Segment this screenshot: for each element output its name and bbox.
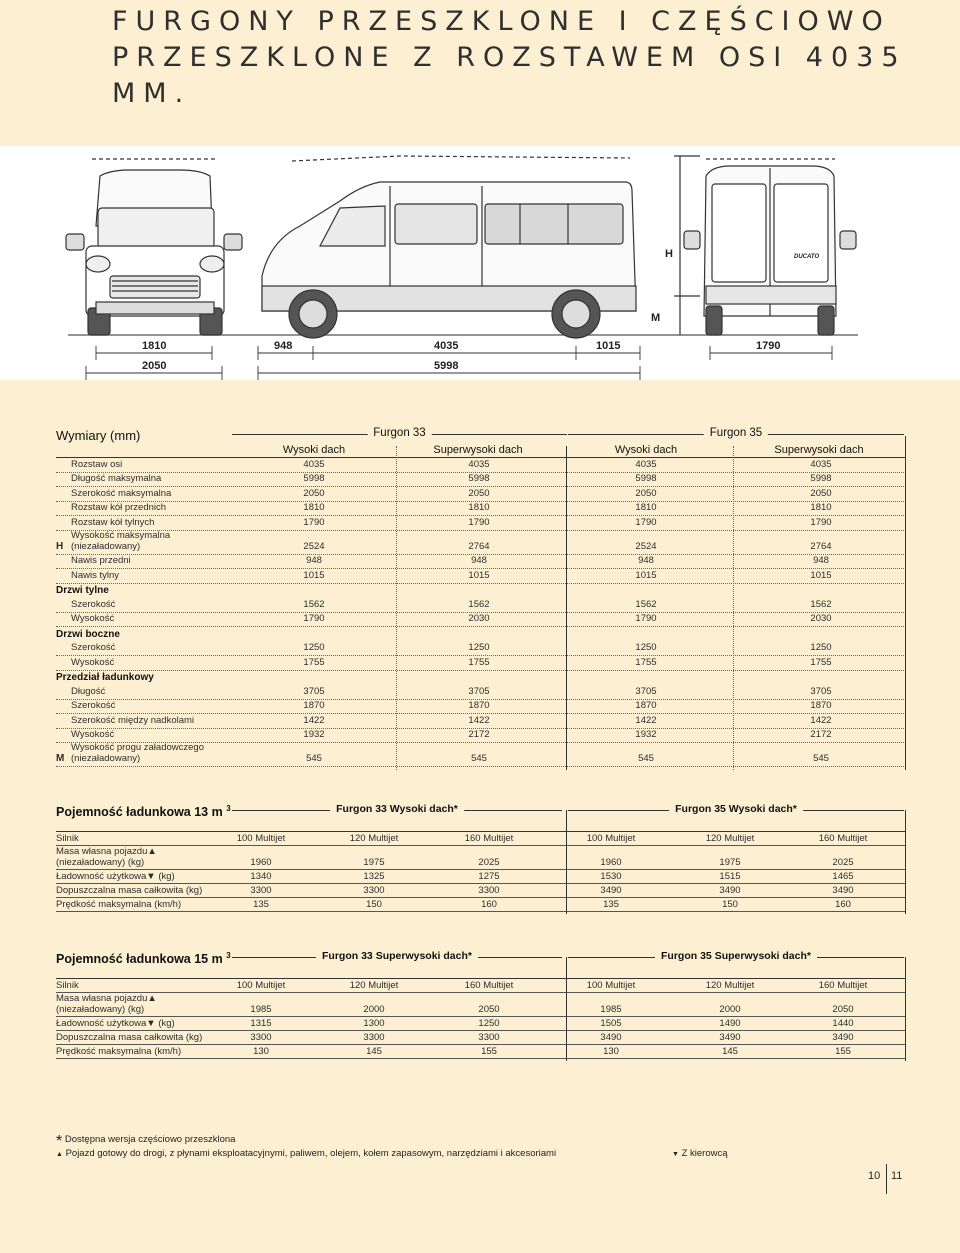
col-header: Wysoki dach: [282, 444, 346, 456]
ducato-badge: DUCATO: [794, 254, 820, 260]
table-row: [56, 473, 906, 488]
table-row: [56, 979, 906, 993]
cell-value: 2000: [719, 1004, 741, 1015]
table-row: [56, 613, 906, 628]
row-label-text: Wysokość maksymalna: [71, 529, 171, 541]
cell-value: 5998: [468, 473, 490, 484]
row-label: [71, 642, 115, 653]
dimensions-table: [56, 428, 906, 767]
table-row: [56, 870, 906, 884]
cell-value: 1755: [468, 656, 490, 668]
cell-value: 2050: [832, 1004, 854, 1015]
dim-length: 5998: [434, 360, 459, 372]
row-label: [56, 1046, 181, 1057]
cell-value: 1755: [635, 656, 657, 668]
capacity-15-rows: [56, 979, 906, 1059]
cell-value: 1250: [810, 642, 832, 653]
table-row: [56, 993, 906, 1017]
row-label-text: Szerokość: [71, 598, 116, 610]
dimensions-heading: Wymiary (mm): [56, 428, 141, 443]
row-label: [71, 517, 154, 528]
cell-value: 1562: [635, 598, 657, 610]
table-row: [56, 502, 906, 517]
cell-value: 3300: [250, 1032, 272, 1043]
cell-value: 1275: [478, 871, 500, 882]
row-label: [56, 885, 202, 896]
table-row: [56, 516, 906, 531]
cell-value: 3705: [810, 685, 832, 697]
title-line-2: PRZESZKLONE Z ROZSTAWEM OSI 4035 MM.: [112, 42, 907, 109]
row-label-text: Masa własna pojazdu▲: [56, 993, 157, 1004]
cell-value: 1870: [635, 700, 657, 711]
footnote-star: * Dostępna wersja częściowo przeszklona: [56, 1133, 236, 1150]
category-label: Drzwi boczne: [56, 628, 120, 640]
footnote-up: ▲ Pojazd gotowy do drogi, z płynami eksploatacyjnymi, paliwem, olejem, kołem zapasowym, narzędziami i akcesoriami: [56, 1148, 557, 1159]
capacity-15-header: [56, 951, 906, 979]
row-label-text: Szerokość: [71, 700, 116, 711]
cell-value: 2172: [810, 729, 832, 740]
cell-value: 150: [722, 899, 738, 910]
cell-value: 130: [603, 1046, 619, 1057]
column-divider: [905, 957, 906, 1061]
cell-value: 3490: [832, 885, 854, 896]
cell-value: 100 Multijet: [586, 980, 636, 991]
page-title: [112, 4, 912, 112]
row-label: [71, 502, 166, 513]
cell-value: 3300: [363, 885, 385, 896]
row-label-text: Szerokość między nadkolami: [71, 714, 195, 726]
cell-value: 1015: [810, 569, 832, 581]
table-row: [56, 598, 906, 613]
col-header: Superwysoki dach: [433, 444, 523, 456]
cell-value: 3705: [635, 685, 657, 697]
cell-value: 1422: [635, 714, 657, 726]
cell-value: 3490: [719, 885, 741, 896]
row-label-text-2: (niezaładowany): [71, 753, 141, 764]
cell-value: 1530: [600, 871, 622, 882]
cell-value: 2050: [810, 487, 832, 499]
row-label: [71, 473, 161, 484]
row-label: [56, 833, 79, 844]
row-label: [56, 980, 79, 991]
cell-value: 160 Multijet: [464, 833, 514, 844]
cell-value: 1562: [810, 598, 832, 610]
cell-value: 2764: [810, 540, 832, 552]
capacity-13-header: [56, 804, 906, 832]
cell-value: 1015: [303, 569, 325, 581]
cell-value: 1440: [832, 1018, 854, 1029]
cell-value: 2050: [303, 487, 325, 499]
row-label: [71, 657, 114, 668]
cell-value: 1932: [303, 729, 325, 740]
row-label: [71, 729, 114, 740]
row-label-text: Masa własna pojazdu▲: [56, 846, 157, 857]
row-label: [71, 700, 115, 711]
cell-value: 948: [471, 555, 487, 566]
van-technical-drawing: [0, 146, 960, 380]
row-label-text: Szerokość maksymalna: [71, 487, 172, 499]
cell-value: 3300: [250, 885, 272, 896]
cell-value: 1562: [468, 598, 490, 610]
page-number-divider: [886, 1164, 887, 1194]
cell-value: 1250: [468, 642, 490, 653]
cell-value: 1422: [810, 714, 832, 726]
cell-value: 3300: [478, 1032, 500, 1043]
table-row: [56, 487, 906, 502]
cell-value: 135: [253, 899, 269, 910]
cell-value: 1790: [468, 516, 490, 528]
cell-value: 2764: [468, 540, 490, 552]
capacity-15-heading: Pojemność ładunkowa 15 m $^3$: [56, 951, 231, 967]
footnote-down: ▼ Z kierowcą: [672, 1148, 728, 1159]
table-top-rule: [56, 978, 906, 979]
cell-value: 130: [253, 1046, 269, 1057]
row-label-text: Szerokość: [71, 642, 116, 653]
cell-value: 1015: [635, 569, 657, 581]
cell-value: 1985: [600, 1004, 622, 1015]
cell-value: 120 Multijet: [349, 980, 399, 991]
row-label: [71, 555, 131, 566]
cell-value: 160: [835, 899, 851, 910]
row-label-text: Długość maksymalna: [71, 473, 162, 484]
cell-value: 3705: [303, 685, 325, 697]
row-label-text: Dopuszczalna masa całkowita (kg): [56, 885, 203, 896]
dim-wheelbase: 4035: [434, 340, 459, 352]
cell-value: 120 Multijet: [705, 833, 755, 844]
cell-value: 1960: [250, 857, 272, 868]
table-row: [56, 531, 906, 555]
cell-value: 545: [638, 753, 654, 764]
capacity-15-table: [56, 951, 906, 1059]
row-label: [56, 1032, 202, 1043]
row-label-text: Rozstaw kół tylnych: [71, 516, 155, 528]
row-label: [71, 530, 170, 552]
table-row: [56, 700, 906, 715]
cell-value: 3300: [363, 1032, 385, 1043]
cell-value: 2524: [303, 540, 325, 552]
category-row: [56, 671, 906, 686]
cell-value: 145: [366, 1046, 382, 1057]
category-label: Drzwi tylne: [56, 585, 109, 596]
cell-value: 1562: [303, 598, 325, 610]
title-line-1: FURGONY PRZESZKLONE I CZĘŚCIOWO: [112, 6, 891, 37]
row-label: [71, 488, 171, 499]
table-row: [56, 458, 906, 473]
row-label-text: Dopuszczalna masa całkowita (kg): [56, 1032, 203, 1043]
cell-value: 1790: [303, 516, 325, 528]
cell-value: 1015: [468, 569, 490, 581]
cell-value: 1515: [719, 871, 741, 882]
cell-value: 5998: [810, 473, 832, 484]
cell-value: 1975: [363, 857, 385, 868]
table-row: [56, 1017, 906, 1031]
row-label-text: Długość: [71, 685, 106, 697]
column-divider: [566, 957, 567, 1061]
row-label: [71, 599, 115, 610]
column-divider: [396, 446, 397, 770]
cell-value: 1505: [600, 1018, 622, 1029]
row-label-text: Rozstaw kół przednich: [71, 502, 167, 513]
group-furgon-35-superwysoki: Furgon 35 Superwysoki dach*: [568, 957, 904, 958]
capacity-13-table: [56, 804, 906, 912]
side-view-van: [262, 156, 636, 338]
cell-value: 2050: [478, 1004, 500, 1015]
cell-value: 1790: [303, 613, 325, 624]
group-furgon-33-wysoki: Furgon 33 Wysoki dach*: [232, 810, 562, 811]
cell-value: 2172: [468, 729, 490, 740]
cell-value: 160: [481, 899, 497, 910]
table-row: [56, 1031, 906, 1045]
table-row: [56, 685, 906, 700]
dimensions-rows: [56, 458, 906, 767]
cell-value: 120 Multijet: [349, 833, 399, 844]
row-label: [56, 993, 157, 1015]
row-label-text: Nawis tylny: [71, 569, 120, 581]
cell-value: 1790: [635, 516, 657, 528]
table-row: [56, 642, 906, 657]
cell-value: 2030: [468, 613, 490, 624]
cell-value: 1870: [468, 700, 490, 711]
column-divider: [566, 446, 567, 770]
category-row: [56, 627, 906, 642]
row-label: [56, 899, 181, 910]
cell-value: 2524: [635, 540, 657, 552]
capacity-13-heading: Pojemność ładunkowa 13 m $^3$: [56, 804, 231, 820]
cell-value: 1790: [810, 516, 832, 528]
row-label-text: Nawis przedni: [71, 555, 131, 566]
cell-value: 3705: [468, 685, 490, 697]
group-furgon-33-superwysoki: Furgon 33 Superwysoki dach*: [232, 957, 562, 958]
cell-value: 1422: [468, 714, 490, 726]
dimensions-column-headers: [56, 444, 906, 458]
cell-value: 1325: [363, 871, 385, 882]
cell-value: 100 Multijet: [586, 833, 636, 844]
row-label-text: Prędkość maksymalna (km/h): [56, 1046, 182, 1057]
row-label: [56, 871, 175, 882]
cell-value: 1340: [250, 871, 272, 882]
dim-height-mark: H: [665, 248, 673, 260]
table-top-rule: [56, 831, 906, 832]
cell-value: 545: [306, 753, 322, 764]
cell-value: 155: [835, 1046, 851, 1057]
cell-value: 1960: [600, 857, 622, 868]
cell-value: 1490: [719, 1018, 741, 1029]
category-row: [56, 584, 906, 599]
cell-value: 100 Multijet: [236, 833, 286, 844]
row-label: [71, 570, 119, 581]
cell-value: 145: [722, 1046, 738, 1057]
cell-value: 948: [813, 555, 829, 566]
row-label: [56, 1018, 175, 1029]
cell-value: 2050: [635, 487, 657, 499]
row-label: [71, 686, 105, 697]
cell-value: 545: [471, 753, 487, 764]
cell-value: 4035: [810, 458, 832, 470]
dim-front-overhang: 948: [274, 340, 293, 352]
cell-value: 1315: [250, 1018, 272, 1029]
table-row: [56, 729, 906, 744]
dim-rear-overhang: 1015: [596, 340, 621, 352]
row-label-text: Silnik: [56, 980, 79, 991]
cell-value: 3490: [832, 1032, 854, 1043]
table-row: [56, 743, 906, 767]
cell-value: 3300: [478, 885, 500, 896]
column-divider: [566, 810, 567, 914]
table-row: [56, 1045, 906, 1059]
group-furgon-35: Furgon 35: [568, 434, 904, 435]
dim-rear-track: 1790: [756, 340, 781, 352]
column-divider: [905, 810, 906, 914]
row-label: [71, 459, 122, 470]
cell-value: 545: [813, 753, 829, 764]
cell-value: 2050: [468, 487, 490, 499]
cell-value: 1870: [303, 700, 325, 711]
cell-value: 120 Multijet: [705, 980, 755, 991]
table-right-border: [905, 436, 906, 770]
cell-value: 3490: [719, 1032, 741, 1043]
cell-value: 1250: [635, 642, 657, 653]
row-label: [56, 846, 157, 868]
row-label-text: Wysokość: [71, 656, 115, 668]
cell-value: 4035: [468, 458, 490, 470]
cell-value: 160 Multijet: [818, 833, 868, 844]
table-row: [56, 884, 906, 898]
category-label: Przedział ładunkowy: [56, 672, 154, 683]
cell-value: 1975: [719, 857, 741, 868]
cell-value: 2030: [810, 613, 832, 624]
cell-value: 1810: [303, 502, 325, 513]
cell-value: 150: [366, 899, 382, 910]
cell-value: 1755: [303, 656, 325, 668]
group-furgon-35-wysoki: Furgon 35 Wysoki dach*: [568, 810, 904, 811]
cell-value: 2025: [832, 857, 854, 868]
dimensions-header: [56, 428, 906, 444]
cell-value: 1985: [250, 1004, 272, 1015]
cell-value: 1790: [635, 613, 657, 624]
cell-value: 5998: [635, 473, 657, 484]
page-number-right: 11: [891, 1170, 903, 1182]
cell-value: 160 Multijet: [818, 980, 868, 991]
dim-front-width: 2050: [142, 360, 167, 372]
row-label-text: Wysokość: [71, 613, 115, 624]
rear-view-van: [674, 156, 856, 335]
row-label-text-2: (niezaładowany) (kg): [56, 1004, 145, 1015]
table-row: [56, 555, 906, 570]
cell-value: 155: [481, 1046, 497, 1057]
cell-value: 1465: [832, 871, 854, 882]
cell-value: 1250: [303, 642, 325, 653]
cell-value: 2025: [478, 857, 500, 868]
dim-sill-mark: M: [651, 312, 661, 324]
cell-value: 5998: [303, 473, 325, 484]
column-divider: [733, 446, 734, 770]
cell-value: 100 Multijet: [236, 980, 286, 991]
table-row: [56, 569, 906, 584]
cell-value: 1755: [810, 656, 832, 668]
cell-value: 1870: [810, 700, 832, 711]
row-label-text: Silnik: [56, 833, 79, 844]
row-label: [71, 613, 114, 624]
row-label-text: Wysokość progu załadowczego: [71, 742, 204, 753]
cell-value: 3490: [600, 885, 622, 896]
col-header: Superwysoki dach: [774, 444, 864, 456]
cell-value: 1810: [468, 502, 490, 513]
table-row: [56, 898, 906, 912]
row-label-text: Ładowność użytkowa▼ (kg): [56, 1018, 175, 1029]
cell-value: 1422: [303, 714, 325, 726]
group-furgon-33: Furgon 33: [232, 434, 567, 435]
cell-value: 1300: [363, 1018, 385, 1029]
capacity-13-rows: [56, 832, 906, 912]
cell-value: 4035: [303, 458, 325, 470]
row-label: [71, 742, 204, 764]
cell-value: 948: [306, 555, 322, 566]
page-number-left: 10: [868, 1170, 881, 1182]
table-row: [56, 714, 906, 729]
row-mark: H: [56, 540, 64, 552]
dim-front-track: 1810: [142, 340, 167, 352]
cell-value: 2000: [363, 1004, 385, 1015]
cell-value: 1810: [810, 502, 832, 513]
row-mark: M: [56, 753, 65, 764]
row-label-text: Wysokość: [71, 729, 115, 740]
table-row: [56, 846, 906, 870]
col-header: Wysoki dach: [614, 444, 678, 456]
cell-value: 135: [603, 899, 619, 910]
cell-value: 1932: [635, 729, 657, 740]
cell-value: 160 Multijet: [464, 980, 514, 991]
front-view-van: [66, 159, 242, 335]
cell-value: 1810: [635, 502, 657, 513]
row-label-text: Rozstaw osi: [71, 458, 123, 470]
row-label-text-2: (niezaładowany): [71, 540, 141, 552]
table-row: [56, 832, 906, 846]
cell-value: 4035: [635, 458, 657, 470]
row-label-text: Prędkość maksymalna (km/h): [56, 899, 182, 910]
row-label-text: Ładowność użytkowa▼ (kg): [56, 871, 175, 882]
cell-value: 1250: [478, 1018, 500, 1029]
cell-value: 3490: [600, 1032, 622, 1043]
row-label: [71, 715, 194, 726]
table-row: [56, 656, 906, 671]
cell-value: 948: [638, 555, 654, 566]
row-label-text-2: (niezaładowany) (kg): [56, 857, 145, 868]
